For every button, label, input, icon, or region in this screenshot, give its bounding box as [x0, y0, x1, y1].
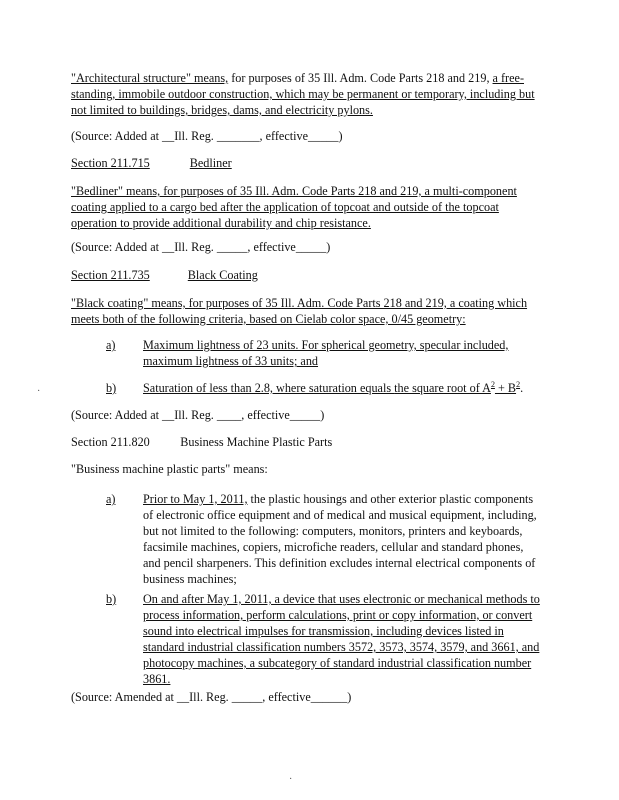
item-label: b) — [106, 381, 117, 395]
definition-bedliner: "Bedliner" means, for purposes of 35 Ill. Adm. Code Parts 218 and 219, a multi-component coating applied to a cargo bed after the application of topcoat and outside of the topcoat operation to provide additional durability and chip resistance. — [71, 184, 517, 230]
item-text-part: the square root of A — [394, 381, 491, 395]
superscript: 2 — [490, 379, 495, 389]
item-label: b) — [106, 592, 117, 606]
term-architectural-structure: "Architectural structure" means, — [71, 71, 229, 85]
section-heading-211-735 — [71, 267, 541, 283]
item-body: the plastic housings and other exterior plastic components of electronic office equipment and of medical and musical equipment, including, but not limited to the following: computers, monitors, printers and keyboards, facsimile machines, copiers, microfiche readers, cellular and standard phones, and pencil sharpeners. This definition excludes internal electrical components of business machines; — [143, 492, 537, 586]
source-note: (Source: Added at __Ill. Reg. _____, effective_____) — [71, 240, 331, 254]
scan-speck: · — [37, 386, 41, 397]
source-note: (Source: Added at __Ill. Reg. ____, effective_____) — [71, 408, 325, 422]
definition-text: a free-standing, immobile outdoor construction, which may be permanent or temporary, including but not limited to buildings, bridges, dams, and electricity pylons. — [71, 71, 535, 117]
item-text-part: . — [520, 381, 524, 395]
definition-black-coating: "Black coating" means, for purposes of 35 Ill. Adm. Code Parts 218 and 219, a coating which meets both of the following criteria, based on Cielab color space, 0/45 geometry: — [71, 296, 528, 326]
item-text — [143, 380, 563, 396]
item-label: a) — [106, 492, 116, 506]
item-text-part: + B — [494, 381, 517, 395]
item-text: Maximum lightness of 23 units. For spherical geometry, specular included, maximum lightness of 33 units; and — [143, 338, 509, 368]
item-label: a) — [106, 338, 116, 352]
source-note: (Source: Added at __Ill. Reg. _______, effective_____) — [71, 129, 343, 143]
item-text: On and after May 1, 2011, a device that uses electronic or mechanical methods to process information, perform calculations, print or copy information, or convert sound into electrical impulses for transmission, including devices listed in standard industrial classification numbers 3572, 3573, 3574, 3579, and 3661, and photocopy machines, a subcategory of standard industrial classification number 3861. — [143, 592, 540, 686]
item-text — [143, 491, 543, 587]
definition-scope: for purposes of 35 Ill. Adm. Code Parts 218 and 219, — [228, 71, 493, 85]
definition-intro: "Business machine plastic parts" means: — [71, 462, 268, 476]
section-title: Bedliner — [189, 156, 232, 170]
source-note: (Source: Amended at __Ill. Reg. _____, effective______) — [71, 690, 352, 704]
section-heading-211-715 — [71, 155, 541, 171]
section-title: Black Coating — [187, 268, 258, 282]
superscript: 2 — [516, 379, 521, 389]
section-number: Section 211.735 — [71, 268, 150, 282]
definition-architectural-structure — [71, 70, 541, 118]
item-date: Prior to May 1, 2011, — [143, 492, 248, 506]
item-text-part: Saturation of less than 2.8, where saturation equals — [143, 381, 395, 395]
section-heading-211-820: Section 211.820 Business Machine Plastic Parts — [71, 435, 333, 449]
page-mark: · — [289, 774, 293, 785]
section-number: Section 211.715 — [71, 156, 150, 170]
